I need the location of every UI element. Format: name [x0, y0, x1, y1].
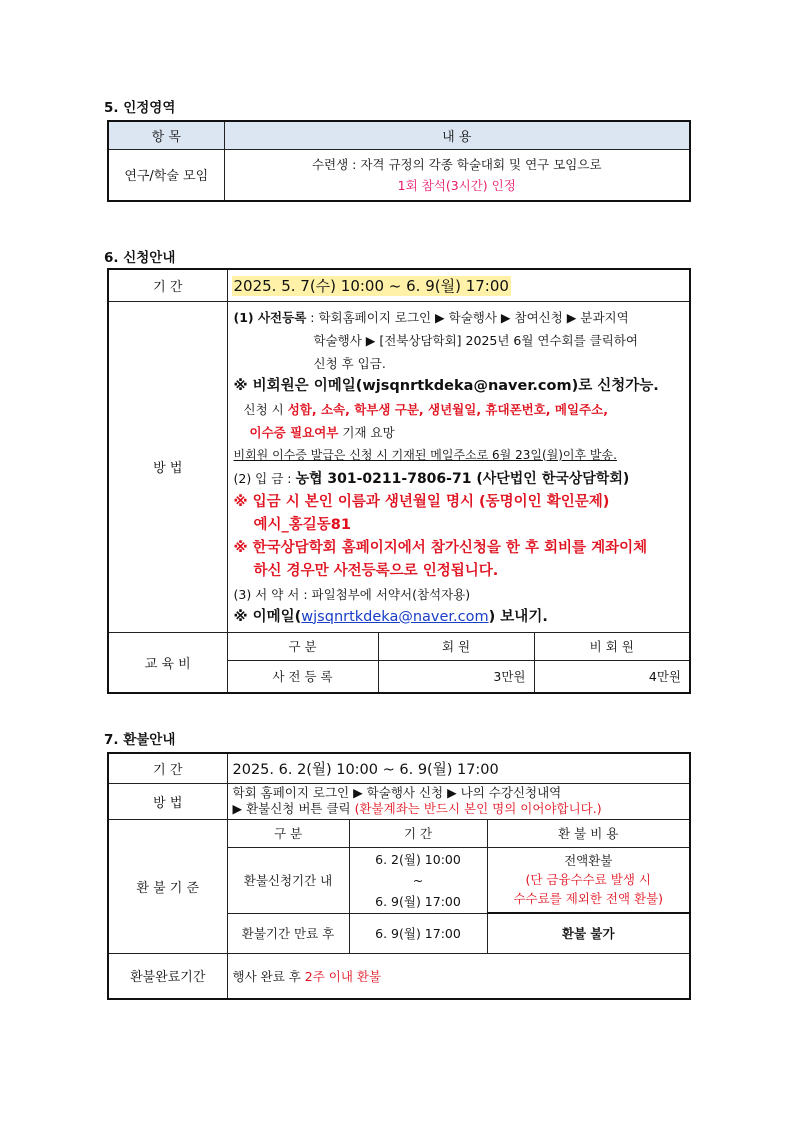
refund-method-l2a: ▶ 환불신청 버튼 클릭	[232, 801, 355, 816]
deposit-label: (2) 입 금 :	[233, 470, 296, 486]
done-a: 행사 완료 후	[232, 968, 305, 984]
cert-note: 비회원 이수증 발급은 신청 시 기재된 메일주소로 6월 23일(월)이후 발송.	[233, 447, 617, 462]
prereg-head: (1) 사전등록	[233, 309, 307, 325]
r1-period-sep: ~	[412, 872, 424, 888]
r1-cost	[487, 847, 690, 913]
apply-b: 기재 요망	[338, 424, 395, 440]
fee-header-nonmember: 비 회 원	[534, 632, 690, 660]
nonmember-a: ※ 비회원은 이메일(	[233, 377, 363, 394]
criteria-header-cost: 환 불 비 용	[487, 819, 690, 847]
email-link[interactable]: wjsqnrtkdeka@naver.com	[301, 608, 489, 625]
refund-method-l2	[233, 801, 690, 817]
done-label: 환불완료기간	[108, 953, 227, 999]
refund-method-l1: 학회 홈페이지 로그인 ▶ 학술행사 신청 ▶ 나의 수강신청내역	[232, 785, 562, 800]
fee-row-type: 사 전 등 록	[227, 660, 378, 693]
r2-type: 환불기간 만료 후	[227, 913, 349, 953]
row-line2: 1회 참석(3시간) 인정	[397, 177, 516, 193]
section6-title: 6. 신청안내	[104, 250, 176, 266]
prereg-line2-text: 학술행사 ▶ [전북상담학회] 2025년 6월 연수회를 클릭하여	[313, 332, 638, 348]
section5-table	[107, 120, 691, 202]
fee-header-member: 회 원	[378, 632, 534, 660]
prereg-line1	[234, 306, 684, 329]
criteria-header-period: 기 간	[349, 819, 487, 847]
deposit-line	[234, 467, 684, 491]
refund-period-value: 2025. 6. 2(월) 10:00 ~ 6. 9(월) 17:00	[227, 753, 690, 783]
r1-cost-note1: (단 금융수수료 발생 시	[525, 872, 651, 888]
prereg-rest: : 학회홈페이지 로그인 ▶ 학술행사 ▶ 참여신청 ▶ 분과지역	[306, 309, 629, 325]
nonmember-line	[234, 375, 684, 398]
row-line1: 수련생 : 자격 규정의 각종 학술대회 및 연구 모임으로	[311, 156, 602, 172]
refund-method-label: 방 법	[108, 783, 227, 819]
apply-red2: 이수증 필요여부	[249, 424, 339, 440]
email-line	[234, 606, 684, 629]
period-label: 기 간	[108, 269, 227, 301]
r1-cost-note2: 수수료를 제외한 전액 환불)	[513, 891, 664, 907]
refund-method-content	[227, 783, 690, 819]
apply-red: 성함, 소속, 학부생 구분, 생년월일, 휴대폰번호, 메일주소,	[287, 401, 608, 417]
section5-title: 5. 인정영역	[104, 100, 176, 116]
prereg-warn2: 하신 경우만 사전등록으로 인정됩니다.	[253, 562, 499, 579]
r1-period	[349, 847, 487, 913]
prereg-line3	[234, 352, 684, 375]
r2-cost: 환불 불가	[487, 913, 690, 953]
deposit-warn1: ※ 입금 시 본인 이름과 생년월일 명시 (동명이인 확인문제)	[233, 493, 610, 510]
nonmember-b: )로 신청가능.	[571, 377, 659, 394]
row-content	[224, 149, 690, 201]
fee-member: 3만원	[378, 660, 534, 693]
header-content: 내 용	[224, 121, 690, 149]
fee-label: 교 육 비	[108, 632, 227, 693]
refund-period-label: 기 간	[108, 753, 227, 783]
method-label: 방 법	[108, 301, 227, 632]
apply-line2	[234, 421, 684, 444]
r1-type: 환불신청기간 내	[227, 847, 349, 913]
fee-header-type: 구 분	[227, 632, 378, 660]
prereg-warn1: ※ 한국상담학회 홈페이지에서 참가신청을 한 후 회비를 계좌이체	[233, 539, 648, 556]
prereg-line3-text: 신청 후 입금.	[313, 355, 386, 371]
criteria-header-type: 구 분	[227, 819, 349, 847]
section7-title: 7. 환불안내	[104, 732, 176, 748]
email-b: ) 보내기.	[488, 608, 548, 625]
r1-period-end: 6. 9(월) 17:00	[375, 893, 461, 909]
r1-cost-main: 전액환불	[564, 853, 613, 869]
email-a: ※ 이메일(	[233, 608, 302, 625]
fee-nonmember: 4만원	[534, 660, 690, 693]
period-cell	[227, 269, 690, 301]
deposit-value: 농협 301-0211-7806-71 (사단법인 한국상담학회)	[295, 470, 630, 487]
done-content	[227, 953, 690, 999]
apply-line1	[234, 398, 684, 421]
row-label: 연구/학술 모임	[108, 149, 224, 201]
deposit-warn2: 예시_홍길동81	[253, 516, 351, 533]
period-value: 2025. 5. 7(수) 10:00 ~ 6. 9(월) 17:00	[233, 276, 509, 295]
r1-period-start: 6. 2(월) 10:00	[375, 851, 461, 867]
pledge-line: (3) 서 약 서 : 파일첨부에 서약서(참석자용)	[233, 586, 471, 602]
section6-table	[107, 268, 691, 694]
prereg-line2	[234, 329, 684, 352]
nonmember-email[interactable]: wjsqnrtkdeka@naver.com	[362, 377, 572, 394]
method-content	[227, 301, 690, 632]
section7-table	[107, 752, 691, 1000]
done-red: 2주 이내 환불	[304, 968, 382, 984]
r2-period: 6. 9(월) 17:00	[349, 913, 487, 953]
header-item: 항 목	[108, 121, 224, 149]
refund-method-l2b: (환불계좌는 반드시 본인 명의 이어야합니다.)	[354, 801, 602, 816]
apply-a: 신청 시	[243, 401, 288, 417]
criteria-label: 환 불 기 준	[108, 819, 227, 953]
